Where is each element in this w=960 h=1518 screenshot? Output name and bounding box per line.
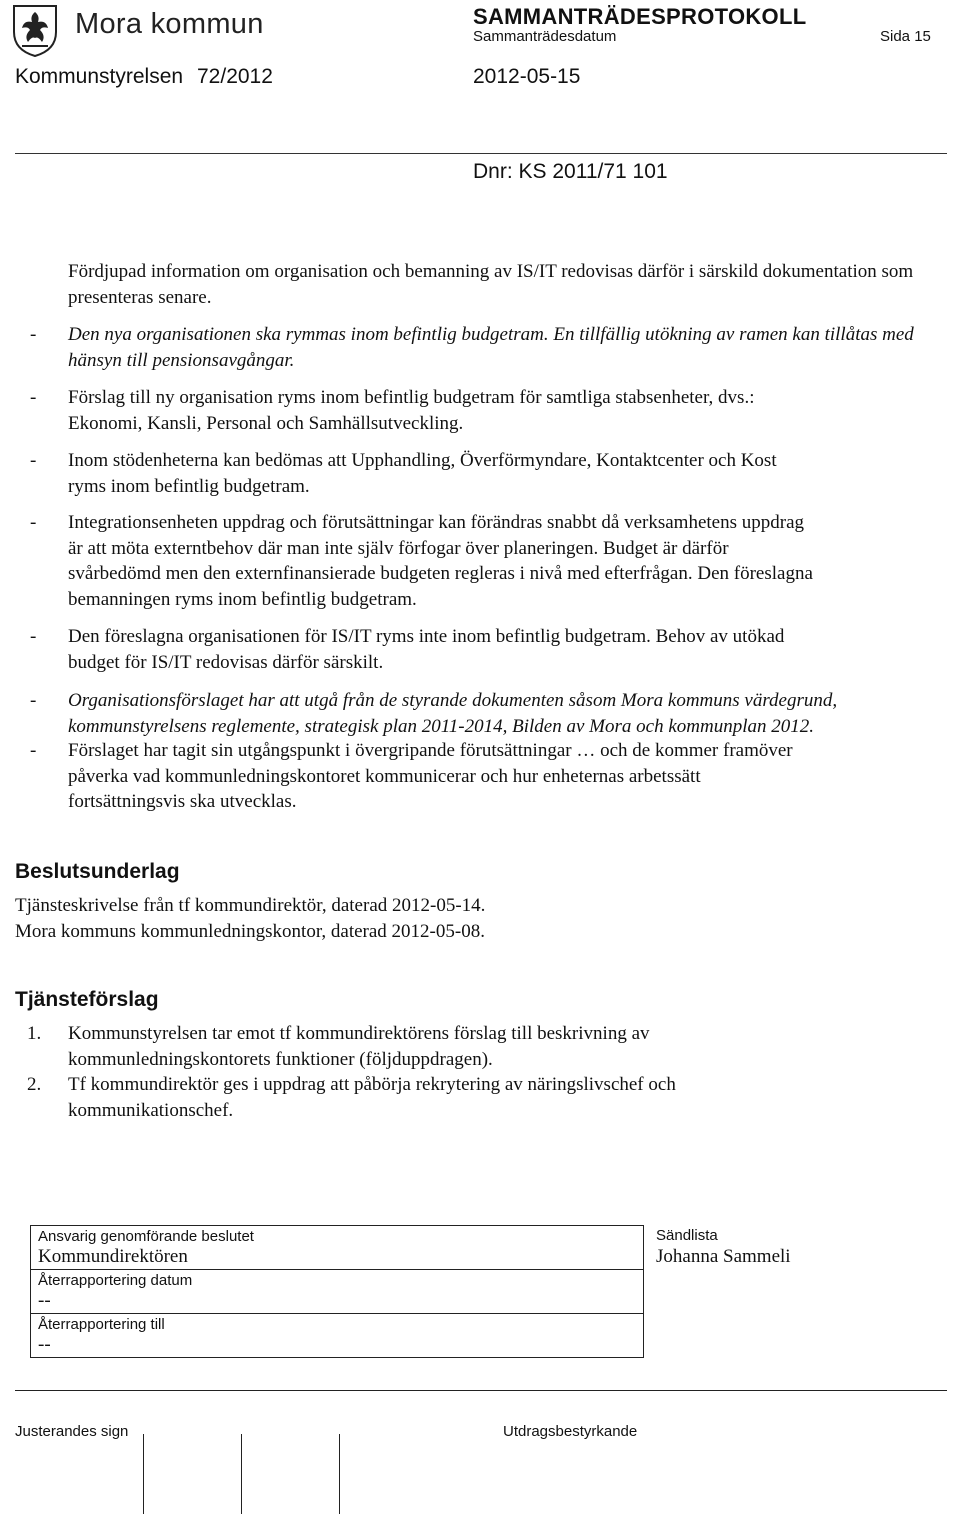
brand-name: Mora kommun [75,8,264,40]
municipality-logo [10,2,60,58]
responsibility-value: -- [38,1334,51,1355]
responsibility-value: Kommundirektören [38,1246,188,1267]
responsibility-label: Återrapportering datum [38,1272,193,1289]
responsibility-row [31,1270,643,1314]
bullet-1-line-2: hänsyn till pensionsavgångar. [68,349,295,371]
meeting-date-label: Sammanträdesdatum [473,28,617,45]
board-name: Kommunstyrelsen [15,65,184,88]
meeting-date: 2012-05-15 [473,65,581,88]
intro-line-1 [68,259,938,310]
page-number: Sida 15 [880,28,931,45]
header-divider [15,153,947,154]
tjansteforslag-heading: Tjänsteförslag [15,988,159,1011]
proposal-2-line-2: kommunikationschef. [68,1099,234,1121]
item-number: 1. [27,1023,42,1044]
bullet-4 [68,510,938,612]
bullet-4-line-3: svårbedömd men den externfinansierade budgeten regleras i nivå med efterfrågan. Den föreslagna [68,563,813,584]
signature-box-divider [339,1434,340,1514]
bullet-7-line-2: påverka vad kommunledningskontoret kommunicerar och hur enheternas arbetssätt [68,765,701,787]
intro-text: Fördjupad information om organisation och bemanning av IS/IT redovisas därför i särskild dokumentation som presenteras senare. [68,261,914,308]
bullet-dash: - [30,690,37,711]
distribution-list-value: Johanna Sammeli [656,1246,791,1267]
distribution-list-label: Sändlista [656,1227,718,1244]
registration-number: Dnr: KS 2011/71 101 [473,160,668,183]
bullet-dash: - [30,740,37,761]
responsibility-row [31,1226,643,1270]
footer-divider [15,1390,947,1517]
proposal-item-1 [68,1021,938,1072]
proposal-1-line-1: Kommunstyrelsen tar emot tf kommundirektörens förslag till beskrivning av [68,1023,650,1044]
extract-certification-label: Utdragsbestyrkande [503,1423,638,1440]
bullet-dash: - [30,324,37,345]
bullet-5-line-2: budget för IS/IT redovisas därför särskilt. [68,651,384,673]
bullet-7 [68,738,938,815]
bullet-4-line-1: Integrationsenheten uppdrag och förutsättningar kan förändras snabbt då verksamhetens uppdrag [68,512,805,533]
beslutsunderlag-item: Tjänsteskrivelse från tf kommundirektör, daterad 2012-05-14. [15,895,486,916]
bullet-6 [68,688,938,739]
bullet-3-line-2: ryms inom befintlig budgetram. [68,475,310,497]
bullet-dash: - [30,626,37,647]
beslutsunderlag-list [15,893,485,944]
proposal-item-2 [68,1072,938,1123]
bullet-2-line-1: Förslag till ny organisation ryms inom befintlig budgetram för samtliga stabsenheter, dvs.: [68,387,755,408]
bullet-4-line-4: bemanningen ryms inom befintlig budgetram. [68,588,417,610]
bullet-3 [68,448,938,499]
responsibility-value: -- [38,1290,51,1311]
bullet-2 [68,385,938,436]
bullet-dash: - [30,450,37,471]
bullet-2-line-2: Ekonomi, Kansli, Personal och Samhällsutveckling. [68,412,464,434]
bullet-7-line-1: Förslaget har tagit sin utgångspunkt i övergripande förutsättningar … och de kommer framöver [68,740,793,761]
signature-label: Justerandes sign [15,1423,129,1440]
bullet-4-line-2: är att möta externtbehov där man inte själv förfogar över planeringen. Budget är därför [68,537,729,559]
responsibility-label: Ansvarig genomförande beslutet [38,1228,254,1245]
proposal-1-line-2: kommunledningskontorets funktioner (följduppdragen). [68,1048,493,1070]
bullet-dash: - [30,387,37,408]
bullet-7-line-3: fortsättningsvis ska utvecklas. [68,791,297,812]
item-number: 2. [27,1074,42,1095]
bullet-3-line-1: Inom stödenheterna kan bedömas att Upphandling, Överförmyndare, Kontaktcenter och Kost [68,450,777,471]
proposal-2-line-1: Tf kommundirektör ges i uppdrag att påbörja rekrytering av näringslivschef och [68,1074,676,1095]
bullet-1 [68,322,938,373]
bullet-5 [68,624,938,675]
bullet-6-line-1: Organisationsförslaget har att utgå från de styrande dokumenten såsom Mora kommuns värdegrund, [68,690,838,711]
beslutsunderlag-item: Mora kommuns kommunledningskontor, daterad 2012-05-08. [15,920,485,942]
signature-box-divider [241,1434,242,1514]
bullet-6-line-2: kommunstyrelsens reglemente, strategisk plan 2011-2014, Bilden av Mora och kommunplan 2012. [68,715,814,737]
minute-number: 72/2012 [197,65,273,88]
responsibility-row [31,1314,643,1358]
responsibility-label: Återrapportering till [38,1316,165,1333]
bullet-dash: - [30,512,37,533]
beslutsunderlag-heading: Beslutsunderlag [15,860,180,883]
signature-box-divider [143,1434,144,1514]
responsibility-table [30,1225,644,1358]
document-type: SAMMANTRÄDESPROTOKOLL [473,4,807,29]
bullet-1-line-1: Den nya organisationen ska rymmas inom befintlig budgetram. En tillfällig utökning av ramen kan tillåtas med [68,324,914,345]
bullet-5-line-1: Den föreslagna organisationen för IS/IT ryms inte inom befintlig budgetram. Behov av utökad [68,626,785,647]
